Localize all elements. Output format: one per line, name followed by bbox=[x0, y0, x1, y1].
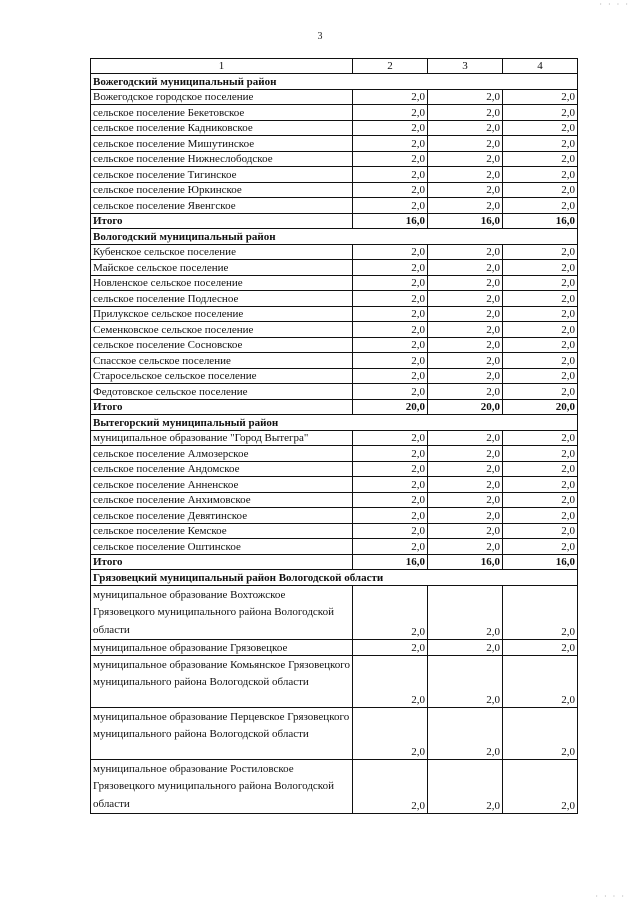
value-col-4: 2,0 bbox=[503, 492, 578, 508]
value-col-4: 2,0 bbox=[503, 105, 578, 121]
value-col-4: 2,0 bbox=[503, 337, 578, 353]
value-col-2: 2,0 bbox=[353, 275, 428, 291]
settlement-row bbox=[91, 322, 578, 338]
total-label: Итого bbox=[91, 554, 353, 570]
settlement-name: сельское поселение Оштинское bbox=[91, 539, 353, 555]
total-col-3: 16,0 bbox=[428, 554, 503, 570]
district-row bbox=[91, 570, 578, 586]
settlement-name: сельское поселение Кемское bbox=[91, 523, 353, 539]
value-col-2: 2,0 bbox=[353, 136, 428, 152]
value-col-2: 2,0 bbox=[353, 585, 428, 640]
settlement-row bbox=[91, 655, 578, 707]
settlement-row bbox=[91, 477, 578, 493]
value-col-3: 2,0 bbox=[428, 89, 503, 105]
value-col-3: 2,0 bbox=[428, 275, 503, 291]
value-col-4: 2,0 bbox=[503, 655, 578, 707]
district-title: Вожегодский муниципальный район bbox=[91, 74, 578, 90]
settlement-row bbox=[91, 353, 578, 369]
value-col-3: 2,0 bbox=[428, 105, 503, 121]
district-title: Вологодский муниципальный район bbox=[91, 229, 578, 245]
allocation-table bbox=[90, 58, 578, 814]
value-col-2: 2,0 bbox=[353, 759, 428, 814]
settlement-row bbox=[91, 275, 578, 291]
value-col-3: 2,0 bbox=[428, 368, 503, 384]
value-col-4: 2,0 bbox=[503, 151, 578, 167]
value-col-3: 2,0 bbox=[428, 306, 503, 322]
value-col-2: 2,0 bbox=[353, 291, 428, 307]
value-col-3: 2,0 bbox=[428, 167, 503, 183]
total-row bbox=[91, 554, 578, 570]
value-col-2: 2,0 bbox=[353, 508, 428, 524]
settlement-row bbox=[91, 151, 578, 167]
value-col-3: 2,0 bbox=[428, 322, 503, 338]
value-col-3: 2,0 bbox=[428, 508, 503, 524]
settlement-name: Прилукское сельское поселение bbox=[91, 306, 353, 322]
district-row bbox=[91, 229, 578, 245]
value-col-2: 2,0 bbox=[353, 322, 428, 338]
value-col-2: 2,0 bbox=[353, 368, 428, 384]
value-col-4: 2,0 bbox=[503, 306, 578, 322]
value-col-4: 2,0 bbox=[503, 759, 578, 814]
settlement-name: Новленское сельское поселение bbox=[91, 275, 353, 291]
page-number: 3 bbox=[317, 31, 323, 42]
value-col-3: 2,0 bbox=[428, 182, 503, 198]
value-col-4: 2,0 bbox=[503, 182, 578, 198]
total-col-3: 20,0 bbox=[428, 399, 503, 415]
value-col-2: 2,0 bbox=[353, 353, 428, 369]
settlement-name: Семенковское сельское поселение bbox=[91, 322, 353, 338]
header-row bbox=[91, 59, 578, 74]
value-col-2: 2,0 bbox=[353, 461, 428, 477]
settlement-row bbox=[91, 167, 578, 183]
settlement-row bbox=[91, 508, 578, 524]
settlement-name: Федотовское сельское поселение bbox=[91, 384, 353, 400]
settlement-row bbox=[91, 523, 578, 539]
settlement-name: муниципальное образование Грязовецкое bbox=[91, 640, 353, 656]
value-col-2: 2,0 bbox=[353, 260, 428, 276]
header-cell: 1 bbox=[91, 59, 353, 74]
value-col-3: 2,0 bbox=[428, 585, 503, 640]
settlement-name: сельское поселение Бекетовское bbox=[91, 105, 353, 121]
value-col-3: 2,0 bbox=[428, 430, 503, 446]
value-col-4: 2,0 bbox=[503, 384, 578, 400]
settlement-name: сельское поселение Нижнеслободское bbox=[91, 151, 353, 167]
value-col-2: 2,0 bbox=[353, 446, 428, 462]
settlement-name: Старосельское сельское поселение bbox=[91, 368, 353, 384]
value-col-4: 2,0 bbox=[503, 461, 578, 477]
value-col-2: 2,0 bbox=[353, 306, 428, 322]
settlement-row bbox=[91, 306, 578, 322]
settlement-name: сельское поселение Девятинское bbox=[91, 508, 353, 524]
value-col-3: 2,0 bbox=[428, 384, 503, 400]
header-cell: 2 bbox=[353, 59, 428, 74]
settlement-name: сельское поселение Анненское bbox=[91, 477, 353, 493]
settlement-name: муниципальное образование Перцевское Грязовецкого муниципального района Вологодской области bbox=[91, 707, 353, 759]
value-col-4: 2,0 bbox=[503, 430, 578, 446]
value-col-2: 2,0 bbox=[353, 167, 428, 183]
value-col-3: 2,0 bbox=[428, 759, 503, 814]
value-col-3: 2,0 bbox=[428, 244, 503, 260]
district-title: Грязовецкий муниципальный район Вологодской области bbox=[91, 570, 578, 586]
settlement-name: сельское поселение Сосновское bbox=[91, 337, 353, 353]
value-col-4: 2,0 bbox=[503, 322, 578, 338]
total-col-4: 16,0 bbox=[503, 213, 578, 229]
corner-mark: · · · · bbox=[599, 0, 630, 9]
total-col-2: 16,0 bbox=[353, 554, 428, 570]
settlement-name: муниципальное образование "Город Вытегра" bbox=[91, 430, 353, 446]
settlement-row bbox=[91, 198, 578, 214]
settlement-row bbox=[91, 260, 578, 276]
value-col-4: 2,0 bbox=[503, 291, 578, 307]
value-col-2: 2,0 bbox=[353, 151, 428, 167]
value-col-4: 2,0 bbox=[503, 640, 578, 656]
total-label: Итого bbox=[91, 399, 353, 415]
settlement-row bbox=[91, 759, 578, 814]
value-col-2: 2,0 bbox=[353, 89, 428, 105]
value-col-2: 2,0 bbox=[353, 244, 428, 260]
header-cell: 4 bbox=[503, 59, 578, 74]
settlement-name: Вожегодское городское поселение bbox=[91, 89, 353, 105]
settlement-row bbox=[91, 384, 578, 400]
settlement-name: Спасское сельское поселение bbox=[91, 353, 353, 369]
district-row bbox=[91, 415, 578, 431]
total-row bbox=[91, 399, 578, 415]
settlement-name: сельское поселение Алмозерское bbox=[91, 446, 353, 462]
value-col-4: 2,0 bbox=[503, 446, 578, 462]
table-body bbox=[91, 59, 578, 814]
value-col-3: 2,0 bbox=[428, 353, 503, 369]
value-col-4: 2,0 bbox=[503, 539, 578, 555]
value-col-2: 2,0 bbox=[353, 182, 428, 198]
value-col-3: 2,0 bbox=[428, 640, 503, 656]
settlement-row bbox=[91, 244, 578, 260]
value-col-3: 2,0 bbox=[428, 446, 503, 462]
value-col-3: 2,0 bbox=[428, 337, 503, 353]
settlement-name: Майское сельское поселение bbox=[91, 260, 353, 276]
total-label: Итого bbox=[91, 213, 353, 229]
settlement-name: сельское поселение Явенгское bbox=[91, 198, 353, 214]
value-col-3: 2,0 bbox=[428, 151, 503, 167]
settlement-name: сельское поселение Анхимовское bbox=[91, 492, 353, 508]
value-col-4: 2,0 bbox=[503, 477, 578, 493]
settlement-name: сельское поселение Подлесное bbox=[91, 291, 353, 307]
value-col-2: 2,0 bbox=[353, 120, 428, 136]
settlement-name: муниципальное образование Вохтожское Грязовецкого муниципального района Вологодской области bbox=[91, 585, 353, 640]
settlement-row bbox=[91, 368, 578, 384]
value-col-2: 2,0 bbox=[353, 655, 428, 707]
value-col-2: 2,0 bbox=[353, 539, 428, 555]
value-col-4: 2,0 bbox=[503, 89, 578, 105]
total-col-4: 20,0 bbox=[503, 399, 578, 415]
settlement-name: сельское поселение Юркинское bbox=[91, 182, 353, 198]
settlement-row bbox=[91, 461, 578, 477]
value-col-3: 2,0 bbox=[428, 136, 503, 152]
settlement-row bbox=[91, 89, 578, 105]
value-col-3: 2,0 bbox=[428, 198, 503, 214]
settlement-name: Кубенское сельское поселение bbox=[91, 244, 353, 260]
settlement-name: сельское поселение Андомское bbox=[91, 461, 353, 477]
settlement-name: муниципальное образование Комьянское Грязовецкого муниципального района Вологодской области bbox=[91, 655, 353, 707]
settlement-row bbox=[91, 430, 578, 446]
settlement-name: сельское поселение Мишутинское bbox=[91, 136, 353, 152]
value-col-2: 2,0 bbox=[353, 640, 428, 656]
value-col-2: 2,0 bbox=[353, 492, 428, 508]
settlement-row bbox=[91, 585, 578, 640]
settlement-name: муниципальное образование Ростиловское Грязовецкого муниципального района Вологодской области bbox=[91, 759, 353, 814]
value-col-2: 2,0 bbox=[353, 337, 428, 353]
value-col-3: 2,0 bbox=[428, 461, 503, 477]
value-col-4: 2,0 bbox=[503, 707, 578, 759]
value-col-4: 2,0 bbox=[503, 167, 578, 183]
value-col-3: 2,0 bbox=[428, 477, 503, 493]
value-col-4: 2,0 bbox=[503, 260, 578, 276]
value-col-2: 2,0 bbox=[353, 707, 428, 759]
value-col-4: 2,0 bbox=[503, 523, 578, 539]
value-col-4: 2,0 bbox=[503, 585, 578, 640]
value-col-4: 2,0 bbox=[503, 198, 578, 214]
settlement-row bbox=[91, 446, 578, 462]
value-col-2: 2,0 bbox=[353, 105, 428, 121]
settlement-name: сельское поселение Тигинское bbox=[91, 167, 353, 183]
value-col-4: 2,0 bbox=[503, 244, 578, 260]
settlement-row bbox=[91, 136, 578, 152]
value-col-4: 2,0 bbox=[503, 353, 578, 369]
settlement-row bbox=[91, 291, 578, 307]
corner-mark-bottom: · · · · bbox=[595, 892, 626, 901]
total-col-4: 16,0 bbox=[503, 554, 578, 570]
value-col-3: 2,0 bbox=[428, 707, 503, 759]
value-col-2: 2,0 bbox=[353, 523, 428, 539]
district-title: Вытегорский муниципальный район bbox=[91, 415, 578, 431]
settlement-row bbox=[91, 105, 578, 121]
settlement-row bbox=[91, 337, 578, 353]
value-col-3: 2,0 bbox=[428, 655, 503, 707]
settlement-row bbox=[91, 539, 578, 555]
value-col-3: 2,0 bbox=[428, 260, 503, 276]
settlement-row bbox=[91, 707, 578, 759]
district-row bbox=[91, 74, 578, 90]
value-col-4: 2,0 bbox=[503, 136, 578, 152]
value-col-2: 2,0 bbox=[353, 198, 428, 214]
value-col-3: 2,0 bbox=[428, 492, 503, 508]
value-col-3: 2,0 bbox=[428, 523, 503, 539]
settlement-row bbox=[91, 492, 578, 508]
value-col-4: 2,0 bbox=[503, 275, 578, 291]
value-col-4: 2,0 bbox=[503, 508, 578, 524]
value-col-4: 2,0 bbox=[503, 120, 578, 136]
value-col-2: 2,0 bbox=[353, 477, 428, 493]
value-col-2: 2,0 bbox=[353, 384, 428, 400]
value-col-2: 2,0 bbox=[353, 430, 428, 446]
settlement-row bbox=[91, 182, 578, 198]
settlement-row bbox=[91, 120, 578, 136]
value-col-3: 2,0 bbox=[428, 291, 503, 307]
total-row bbox=[91, 213, 578, 229]
settlement-name: сельское поселение Кадниковское bbox=[91, 120, 353, 136]
value-col-3: 2,0 bbox=[428, 120, 503, 136]
header-cell: 3 bbox=[428, 59, 503, 74]
value-col-4: 2,0 bbox=[503, 368, 578, 384]
total-col-2: 16,0 bbox=[353, 213, 428, 229]
total-col-2: 20,0 bbox=[353, 399, 428, 415]
total-col-3: 16,0 bbox=[428, 213, 503, 229]
value-col-3: 2,0 bbox=[428, 539, 503, 555]
settlement-row bbox=[91, 640, 578, 656]
